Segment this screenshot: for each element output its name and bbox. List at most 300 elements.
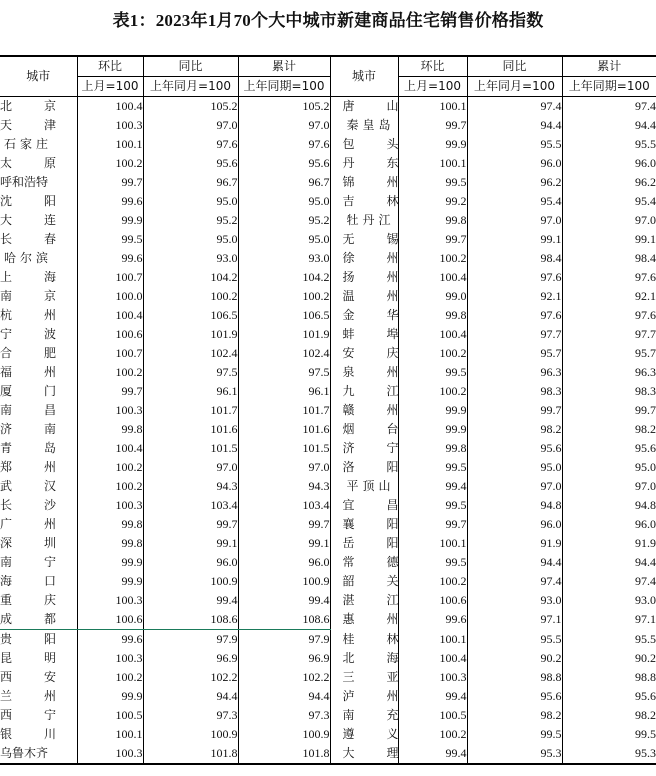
mom-base-right: 上月=100: [398, 77, 467, 97]
city-name: [0, 706, 77, 725]
city-char: 华: [386, 308, 398, 322]
city-char: 青: [0, 441, 13, 455]
cum-value: 108.6: [238, 610, 330, 630]
city-label: [0, 268, 56, 287]
city-char: 阳: [386, 536, 398, 550]
city-name: [330, 496, 398, 515]
city-label: [343, 401, 399, 420]
city-label: 呼和浩特: [0, 175, 49, 189]
yoy-value: 95.4: [467, 192, 562, 211]
city-label: [0, 116, 56, 135]
city-char: 州: [43, 460, 56, 474]
cum-value: 95.5: [562, 135, 656, 154]
city-char: 兰: [0, 689, 13, 703]
city-char: 州: [386, 251, 398, 265]
mom-value: 100.2: [77, 363, 143, 382]
city-name: [0, 116, 77, 135]
city-char: 昌: [386, 498, 398, 512]
yoy-value: 100.2: [143, 287, 238, 306]
yoy-value: 96.0: [143, 553, 238, 572]
city-name: [0, 725, 77, 744]
cum-value: 97.1: [562, 610, 656, 630]
city-char: 天: [0, 118, 13, 132]
city-char: 安: [342, 346, 355, 360]
city-label: [343, 591, 399, 610]
table-row: [0, 344, 656, 363]
city-char: 大: [0, 213, 13, 227]
city-char: 锦: [342, 175, 355, 189]
cum-value: 95.2: [238, 211, 330, 230]
yoy-base-left: 上年同月=100: [143, 77, 238, 97]
yoy-value: 97.4: [467, 97, 562, 117]
city-char: 广: [0, 517, 13, 531]
cum-value: 95.0: [562, 458, 656, 477]
yoy-value: 96.2: [467, 173, 562, 192]
cum-value: 98.2: [562, 706, 656, 725]
city-name: [330, 306, 398, 325]
cum-value: 94.8: [562, 496, 656, 515]
cum-value: 101.7: [238, 401, 330, 420]
yoy-value: 94.4: [467, 116, 562, 135]
city-char: 郑: [0, 460, 13, 474]
cum-value: 95.6: [562, 439, 656, 458]
yoy-value: 94.4: [143, 687, 238, 706]
yoy-value: 95.0: [467, 458, 562, 477]
city-char: 大: [342, 746, 355, 760]
mom-value: 99.2: [398, 192, 467, 211]
mom-value: 99.7: [77, 173, 143, 192]
mom-value: 99.9: [77, 572, 143, 591]
city-char: 口: [43, 574, 56, 588]
city-label: [343, 192, 399, 211]
city-char: 川: [43, 727, 56, 741]
city-char: 海: [386, 651, 398, 665]
mom-value: 100.1: [77, 725, 143, 744]
city-name: [0, 363, 77, 382]
cum-value: 94.3: [238, 477, 330, 496]
city-char: 银: [0, 727, 13, 741]
city-name: [330, 706, 398, 725]
city-char: 都: [43, 612, 56, 626]
city-label: [0, 192, 56, 211]
city-char: 长: [0, 232, 13, 246]
city-name: [0, 687, 77, 706]
city-char: 江: [386, 593, 398, 607]
city-name: [330, 116, 398, 135]
city-char: 重: [0, 593, 13, 607]
table-row: [0, 116, 656, 135]
city-label: [0, 477, 56, 496]
cum-value: 105.2: [238, 97, 330, 117]
city-name: [0, 458, 77, 477]
city-label: [343, 344, 399, 363]
city-name: [0, 553, 77, 572]
city-name: [0, 173, 77, 192]
city-char: 沙: [43, 498, 56, 512]
yoy-value: 93.0: [467, 591, 562, 610]
yoy-value: 101.5: [143, 439, 238, 458]
city-char: 遵: [342, 727, 355, 741]
cum-value: 99.1: [562, 230, 656, 249]
city-name: [0, 591, 77, 610]
city-char: 湛: [342, 593, 355, 607]
cum-value: 97.4: [562, 97, 656, 117]
city-char: 州: [386, 270, 398, 284]
city-char: 杭: [0, 308, 13, 322]
table-row: [0, 687, 656, 706]
city-char: 济: [342, 441, 355, 455]
mom-value: 100.4: [77, 439, 143, 458]
city-label: [343, 135, 399, 154]
city-char: 长: [0, 498, 13, 512]
city-char: 锡: [386, 232, 398, 246]
city-label: [0, 382, 56, 401]
city-char: 汉: [43, 479, 56, 493]
yoy-value: 99.1: [143, 534, 238, 553]
city-label: [0, 553, 56, 572]
cum-value: 96.0: [562, 515, 656, 534]
city-label: 石家庄: [4, 137, 53, 151]
mom-value: 99.4: [398, 477, 467, 496]
city-char: 南: [43, 422, 56, 436]
city-label: [343, 230, 399, 249]
yoy-value: 106.5: [143, 306, 238, 325]
mom-value: 99.6: [77, 192, 143, 211]
mom-value: 100.1: [77, 135, 143, 154]
city-char: 阳: [43, 194, 56, 208]
mom-value: 100.3: [77, 744, 143, 764]
table-row: [0, 363, 656, 382]
cum-value: 92.1: [562, 287, 656, 306]
city-label: [343, 706, 399, 725]
cum-value: 97.6: [562, 268, 656, 287]
cum-value: 98.3: [562, 382, 656, 401]
city-name: [330, 173, 398, 192]
mom-value: 99.7: [77, 382, 143, 401]
mom-value: 99.5: [77, 230, 143, 249]
city-name: [330, 97, 398, 117]
cum-value: 104.2: [238, 268, 330, 287]
mom-value: 100.6: [77, 610, 143, 630]
mom-value: 99.4: [398, 687, 467, 706]
city-char: 京: [43, 99, 56, 113]
city-name: [0, 534, 77, 553]
yoy-value: 95.0: [143, 230, 238, 249]
cum-value: 96.0: [238, 553, 330, 572]
mom-value: 100.2: [398, 344, 467, 363]
city-char: 包: [342, 137, 355, 151]
city-label: 乌鲁木齐: [0, 746, 49, 760]
yoy-value: 102.4: [143, 344, 238, 363]
city-name: [330, 630, 398, 650]
cum-value: 103.4: [238, 496, 330, 515]
table-row: [0, 154, 656, 173]
cum-value: 101.9: [238, 325, 330, 344]
city-char: 惠: [342, 612, 355, 627]
city-char: 海: [0, 574, 13, 588]
city-char: 海: [43, 270, 56, 284]
city-char: 连: [43, 213, 56, 227]
city-name: [0, 268, 77, 287]
mom-header-right: 环比: [398, 56, 467, 77]
city-label: 哈尔滨: [4, 251, 53, 265]
city-char: 春: [43, 232, 56, 246]
city-char: 武: [0, 479, 13, 493]
city-label: [343, 325, 399, 344]
city-name: [330, 553, 398, 572]
city-label: [0, 211, 56, 230]
mom-value: 100.3: [77, 591, 143, 610]
city-label: [0, 401, 56, 420]
city-label: [343, 668, 399, 687]
city-label: [0, 363, 56, 382]
city-char: 岛: [43, 441, 56, 455]
city-label: [343, 572, 399, 591]
mom-value: 100.6: [398, 591, 467, 610]
city-label: [0, 725, 56, 744]
city-char: 南: [0, 403, 13, 417]
mom-value: 99.6: [398, 610, 467, 630]
city-char: 泉: [342, 365, 355, 379]
cum-value: 96.7: [238, 173, 330, 192]
mom-value: 99.9: [398, 401, 467, 420]
mom-value: 100.1: [398, 534, 467, 553]
cum-value: 97.4: [562, 572, 656, 591]
city-name: [0, 344, 77, 363]
mom-value: 99.8: [398, 211, 467, 230]
city-label: [0, 97, 56, 116]
city-char: 九: [342, 384, 355, 398]
city-char: 泸: [342, 689, 355, 703]
table-row: [0, 610, 656, 630]
city-char: 州: [43, 689, 56, 703]
yoy-value: 105.2: [143, 97, 238, 117]
city-char: 京: [43, 289, 56, 303]
yoy-value: 95.3: [467, 744, 562, 764]
city-label: [0, 439, 56, 458]
city-name: [330, 344, 398, 363]
city-char: 南: [0, 289, 13, 303]
cum-value: 98.2: [562, 420, 656, 439]
city-char: 韶: [342, 574, 355, 588]
yoy-value: 95.6: [467, 687, 562, 706]
mom-value: 100.2: [77, 154, 143, 173]
city-char: 州: [43, 365, 56, 379]
city-char: 津: [43, 118, 56, 132]
table-row: [0, 287, 656, 306]
cum-value: 97.3: [238, 706, 330, 725]
city-label: [0, 515, 56, 534]
yoy-value: 99.4: [143, 591, 238, 610]
mom-value: 100.1: [398, 154, 467, 173]
city-char: 温: [342, 289, 355, 303]
city-label: [0, 420, 56, 439]
yoy-value: 98.3: [467, 382, 562, 401]
city-char: 林: [386, 194, 398, 208]
city-name: [330, 515, 398, 534]
yoy-value: 96.9: [143, 649, 238, 668]
mom-value: 99.5: [398, 553, 467, 572]
city-name: [0, 572, 77, 591]
city-label: [0, 649, 56, 668]
mom-value: 99.9: [77, 553, 143, 572]
cum-value: 101.8: [238, 744, 330, 764]
cum-value: 99.4: [238, 591, 330, 610]
cum-value: 97.5: [238, 363, 330, 382]
city-name: [0, 97, 77, 117]
yoy-value: 90.2: [467, 649, 562, 668]
city-name: [330, 534, 398, 553]
city-char: 金: [342, 308, 355, 322]
mom-value: 100.7: [77, 268, 143, 287]
cum-value: 94.4: [238, 687, 330, 706]
city-label: [343, 534, 399, 553]
city-name: [330, 401, 398, 420]
city-label: [343, 439, 399, 458]
city-char: 南: [0, 555, 13, 569]
mom-value: 99.9: [77, 687, 143, 706]
city-char: 州: [43, 517, 56, 531]
city-label: [0, 668, 56, 687]
mom-value: 99.6: [77, 630, 143, 650]
yoy-value: 95.5: [467, 630, 562, 650]
mom-value: 100.2: [77, 458, 143, 477]
city-name: [330, 591, 398, 610]
city-name: [0, 306, 77, 325]
table-row: [0, 649, 656, 668]
table-row: [0, 496, 656, 515]
city-char: 昆: [0, 651, 13, 665]
city-char: 明: [43, 651, 56, 665]
yoy-value: 99.1: [467, 230, 562, 249]
city-name: [330, 477, 398, 496]
city-char: 岳: [342, 536, 355, 550]
yoy-value: 99.7: [467, 401, 562, 420]
mom-value: 100.4: [398, 268, 467, 287]
city-label: [343, 97, 399, 116]
city-name: [0, 401, 77, 420]
city-label: 秦皇岛: [346, 118, 395, 132]
table-row: [0, 192, 656, 211]
cum-value: 94.4: [562, 116, 656, 135]
city-char: 理: [386, 746, 398, 760]
city-char: 上: [0, 270, 13, 284]
city-label: [0, 687, 56, 706]
mom-value: 99.5: [398, 496, 467, 515]
cum-value: 96.3: [562, 363, 656, 382]
cum-value: 101.5: [238, 439, 330, 458]
city-char: 州: [386, 612, 398, 627]
cum-value: 95.4: [562, 192, 656, 211]
city-char: 宁: [0, 327, 13, 341]
yoy-value: 101.8: [143, 744, 238, 764]
city-char: 头: [386, 137, 398, 151]
mom-value: 99.7: [398, 230, 467, 249]
cum-value: 95.6: [562, 687, 656, 706]
mom-header-left: 环比: [77, 56, 143, 77]
mom-value: 100.3: [77, 496, 143, 515]
city-char: 赣: [342, 403, 355, 417]
city-char: 北: [342, 651, 355, 665]
city-header-right: 城市: [330, 56, 398, 97]
city-label: [0, 325, 56, 344]
city-name: [330, 458, 398, 477]
city-label: [343, 744, 399, 763]
yoy-value: 101.7: [143, 401, 238, 420]
cum-value: 99.5: [562, 725, 656, 744]
city-char: 山: [386, 99, 398, 113]
yoy-value: 95.5: [467, 135, 562, 154]
header-row-2: [0, 77, 656, 97]
city-char: 宁: [386, 441, 398, 455]
city-name: [0, 477, 77, 496]
table-row: [0, 572, 656, 591]
mom-value: 100.5: [77, 706, 143, 725]
cum-value: 95.5: [562, 630, 656, 650]
table-row: [0, 268, 656, 287]
cum-value: 95.7: [562, 344, 656, 363]
table-row: [0, 306, 656, 325]
city-name: [0, 135, 77, 154]
cum-base-right: 上年同期=100: [562, 77, 656, 97]
table-row: [0, 249, 656, 268]
yoy-value: 96.0: [467, 154, 562, 173]
yoy-header-right: 同比: [467, 56, 562, 77]
mom-value: 100.1: [398, 97, 467, 117]
yoy-value: 95.2: [143, 211, 238, 230]
city-name: [0, 382, 77, 401]
mom-value: 100.3: [77, 649, 143, 668]
yoy-value: 97.6: [143, 135, 238, 154]
yoy-header-left: 同比: [143, 56, 238, 77]
yoy-value: 97.0: [143, 458, 238, 477]
city-char: 福: [0, 365, 13, 379]
city-name: [330, 249, 398, 268]
cum-value: 97.0: [562, 477, 656, 496]
cum-value: 101.6: [238, 420, 330, 439]
table-row: [0, 477, 656, 496]
city-char: 吉: [342, 194, 355, 208]
cum-value: 102.4: [238, 344, 330, 363]
cum-value: 100.2: [238, 287, 330, 306]
table-row: [0, 420, 656, 439]
city-label: [343, 649, 399, 668]
city-name: [330, 744, 398, 764]
city-char: 州: [386, 289, 398, 303]
table-row: [0, 173, 656, 192]
cum-value: 95.0: [238, 192, 330, 211]
city-name: [330, 363, 398, 382]
cum-value: 97.0: [562, 211, 656, 230]
city-char: 州: [386, 403, 398, 417]
city-name: [0, 420, 77, 439]
mom-value: 99.8: [398, 306, 467, 325]
city-label: [0, 230, 56, 249]
yoy-value: 95.6: [467, 439, 562, 458]
cum-value: 102.2: [238, 668, 330, 687]
city-char: 义: [386, 727, 398, 741]
mom-value: 100.2: [398, 725, 467, 744]
yoy-value: 95.0: [143, 192, 238, 211]
city-char: 三: [342, 670, 355, 684]
mom-value: 100.4: [398, 325, 467, 344]
city-char: 沈: [0, 194, 13, 208]
table-row: [0, 382, 656, 401]
city-char: 蚌: [342, 327, 355, 341]
city-name: [330, 610, 398, 630]
cum-value: 100.9: [238, 572, 330, 591]
cum-value: 93.0: [238, 249, 330, 268]
